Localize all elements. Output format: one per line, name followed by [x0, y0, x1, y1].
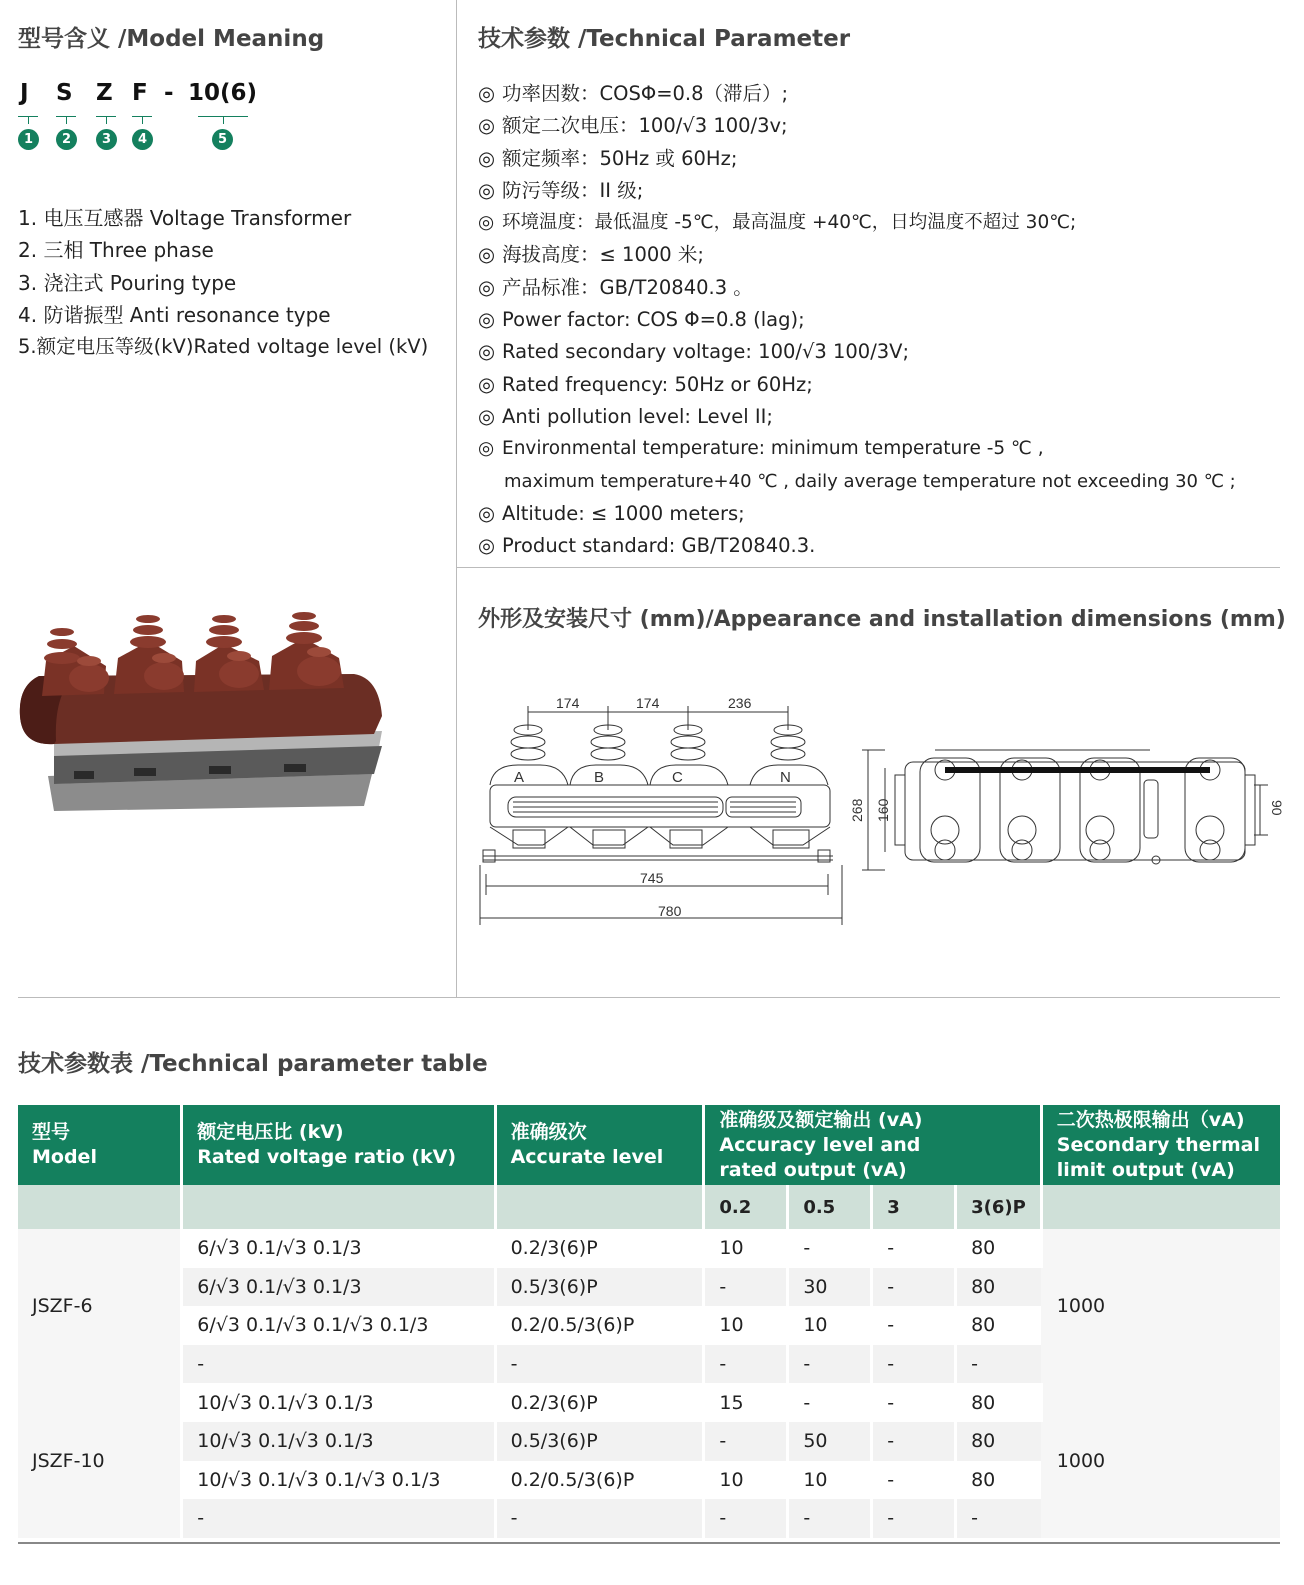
list-item: ◎ Altitude: ≤ 1000 meters; — [478, 498, 1236, 530]
list-item: ◎ Power factor: COS Φ=0.8 (lag); — [478, 304, 1236, 336]
list-item: ◎ 额定二次电压：100/√3 100/3v; — [478, 110, 1236, 142]
bullet-icon: ◎ — [478, 114, 496, 138]
number-badge: 5 — [212, 129, 233, 150]
busbar — [945, 767, 1210, 773]
list-item: ◎ Product standard: GB/T20840.3. — [478, 530, 1236, 562]
list-item: ◎ 产品标准：GB/T20840.3 。 — [478, 272, 1236, 304]
bullet-icon: ◎ — [478, 275, 496, 299]
header-ratio: 额定电压比 (kV) Rated voltage ratio (kV) — [182, 1105, 495, 1185]
header-level: 准确级次 Accurate level — [495, 1105, 704, 1185]
bullet-icon: ◎ — [478, 404, 496, 428]
list-item: 1. 电压互感器 Voltage Transformer — [18, 206, 352, 230]
table-row: 10/√3 0.1/√3 0.1/√3 0.1/3 0.2/0.5/3(6)P 10 10 - 80 — [18, 1461, 1280, 1500]
list-item: ◎ Anti pollution level: Level II; — [478, 401, 1236, 433]
code-letter: J — [20, 80, 29, 106]
dimension-label: 745 — [640, 870, 664, 886]
bullet-icon: ◎ — [478, 243, 496, 267]
bullet-icon: ◎ — [478, 438, 495, 460]
bullet-icon: ◎ — [478, 534, 496, 558]
list-item: 5.额定电压等级(kV)Rated voltage level (kV) — [18, 335, 429, 359]
bullet-icon: ◎ — [478, 146, 496, 170]
model-meaning-title: 型号含义 /Model Meaning — [18, 26, 325, 52]
front-view-drawing — [478, 690, 848, 930]
table-row: 6/√3 0.1/√3 0.1/√3 0.1/3 0.2/0.5/3(6)P 10 10 - 80 — [18, 1306, 1280, 1345]
phase-label: N — [780, 769, 791, 786]
code-tick — [142, 116, 143, 124]
dimension-label: 90 — [1269, 800, 1285, 816]
list-item: 3. 浇注式 Pouring type — [18, 270, 237, 295]
code-letter: S — [56, 80, 73, 106]
list-item: ◎ 功率因数：COSΦ=0.8（滞后）; — [478, 78, 1236, 110]
table-row: 6/√3 0.1/√3 0.1/3 0.5/3(6)P - 30 - 80 — [18, 1268, 1280, 1307]
bullet-icon: ◎ — [478, 340, 496, 364]
list-item: ◎ Rated frequency: 50Hz or 60Hz; — [478, 369, 1236, 401]
technical-parameter-list — [478, 78, 1236, 562]
table-row: - - - - - - — [18, 1345, 1280, 1384]
top-view-drawing — [849, 740, 1285, 880]
list-item: ◎ Environmental temperature: minimum temperature -5 ℃ , — [478, 433, 1236, 465]
header-thermal: 二次热极限输出（vA) Secondary thermal limit output (vA) — [1041, 1105, 1280, 1185]
right-divider — [456, 567, 1280, 568]
appearance-title: 外形及安装尺寸 (mm)/Appearance and installation dimensions (mm) — [478, 607, 1286, 632]
bullet-icon: ◎ — [478, 178, 496, 202]
list-item: 2. 三相 Three phase — [18, 238, 214, 263]
thermal-cell: 1000 — [1041, 1229, 1280, 1383]
subheader-cell: 0.2 — [704, 1185, 788, 1229]
bullet-icon: ◎ — [478, 308, 496, 332]
vertical-divider — [456, 0, 457, 998]
subheader-cell: 0.5 — [788, 1185, 872, 1229]
dimension-label: 236 — [728, 695, 752, 711]
list-item: ◎ 环境温度：最低温度 -5℃，最高温度 +40℃，日均温度不超过 30℃; — [478, 207, 1236, 239]
code-tick — [28, 116, 29, 124]
list-item: 4. 防谐振型 Anti resonance type — [18, 302, 331, 327]
code-dash: - — [164, 80, 174, 106]
code-letter: F — [132, 80, 148, 106]
dimension-label: 160 — [875, 798, 891, 822]
code-tick — [106, 116, 107, 124]
number-badge: 4 — [132, 129, 153, 150]
phase-label: A — [514, 769, 525, 786]
bullet-icon: ◎ — [478, 82, 496, 105]
table-bottom-rule — [18, 1542, 1280, 1544]
dimension-label: 174 — [556, 695, 580, 711]
table-row: 10/√3 0.1/√3 0.1/3 0.5/3(6)P - 50 - 80 — [18, 1422, 1280, 1461]
list-item: ◎ 额定频率：50Hz 或 60Hz; — [478, 143, 1236, 175]
number-badge: 1 — [18, 129, 39, 150]
table-header-row — [18, 1105, 1280, 1185]
phase-label: B — [594, 769, 605, 786]
header-model: 型号 Model — [18, 1105, 182, 1185]
model-cell: JSZF-10 — [18, 1383, 182, 1537]
list-item: ◎ 海拔高度：≤ 1000 米; — [478, 239, 1236, 271]
code-tick — [66, 116, 67, 124]
code-tick — [223, 116, 224, 124]
section-divider — [18, 997, 1280, 998]
dimension-label: 174 — [636, 695, 660, 711]
model-meaning-list — [18, 202, 428, 363]
technical-parameter-title: 技术参数 /Technical Parameter — [478, 26, 851, 52]
dimension-label: 780 — [658, 903, 682, 919]
number-badge: 2 — [56, 129, 77, 150]
bullet-icon: ◎ — [478, 501, 496, 525]
list-item: ◎ 防污等级：II 级; — [478, 175, 1236, 207]
product-photo — [14, 606, 389, 816]
bullet-icon: ◎ — [478, 372, 496, 396]
model-cell: JSZF-6 — [18, 1229, 182, 1383]
bullet-icon: ◎ — [478, 212, 495, 234]
parameter-table — [18, 1105, 1280, 1538]
header-output: 准确级及额定输出 (vA) Accuracy level and rated output (vA) — [704, 1105, 1041, 1185]
table-row: JSZF-6 6/√3 0.1/√3 0.1/3 0.2/3(6)P 10 - - 80 1000 — [18, 1229, 1280, 1268]
phase-label: C — [672, 769, 683, 786]
dimension-label: 268 — [849, 798, 865, 822]
table-subheader-row — [18, 1185, 1280, 1229]
table-row: JSZF-10 10/√3 0.1/√3 0.1/3 0.2/3(6)P 15 - - 80 1000 — [18, 1383, 1280, 1422]
list-item: ◎ Rated secondary voltage: 100/√3 100/3V; — [478, 336, 1236, 368]
number-badge: 3 — [96, 129, 117, 150]
code-letter: 10(6) — [188, 80, 258, 106]
subheader-cell: 3 — [872, 1185, 956, 1229]
code-letter: Z — [96, 80, 113, 106]
parameter-table-title: 技术参数表 /Technical parameter table — [18, 1051, 488, 1077]
list-item-continuation: maximum temperature+40 ℃ , daily average temperature not exceeding 30 ℃ ; — [504, 470, 1236, 492]
table-row: - - - - - - — [18, 1499, 1280, 1538]
thermal-cell: 1000 — [1041, 1383, 1280, 1537]
subheader-cell: 3(6)P — [956, 1185, 1042, 1229]
